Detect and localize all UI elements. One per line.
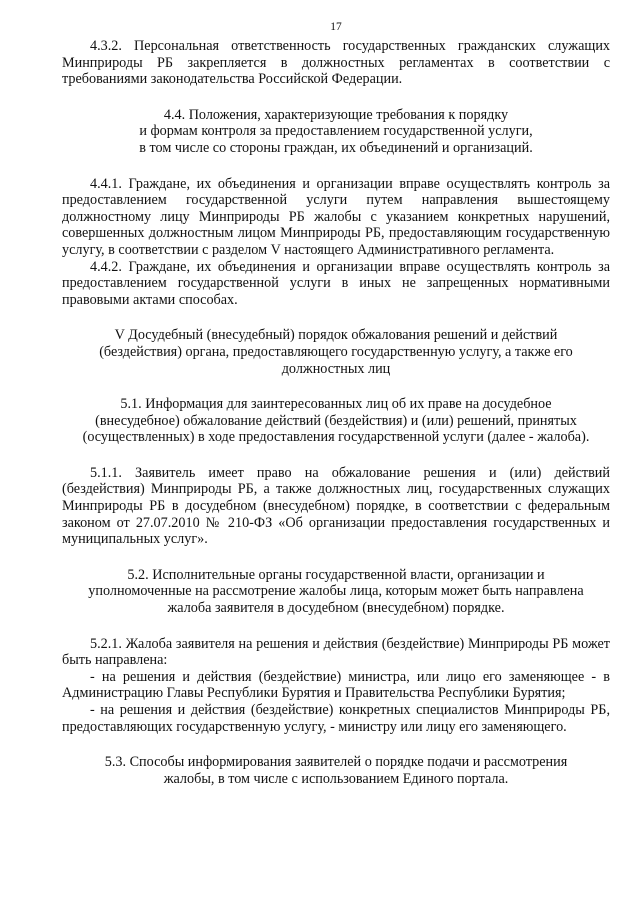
document-page (62, 0, 610, 905)
heading-line: 5.2. Исполнительные органы государственной власти, организации и (127, 566, 545, 583)
heading-line: (бездействия) органа, предоставляющего государственную услугу, а также его (99, 343, 573, 360)
heading-line: 5.1. Информация для заинтересованных лиц об их праве на досудебное (120, 396, 552, 413)
heading-line: 5.3. Способы информирования заявителей о порядке подачи и рассмотрения (104, 754, 568, 771)
heading-line: должностных лиц (281, 360, 391, 377)
document-body (62, 38, 610, 787)
list-item-specialists: - на решения и действия (бездействие) конкретных специалистов Минприроды РБ, предоставляющих государственную услугу, - министру или лицу его заменяющего. (62, 702, 610, 735)
heading-5-3 (62, 754, 610, 787)
heading-line: V Досудебный (внесудебный) порядок обжалования решений и действий (114, 327, 558, 344)
list-item-minister: - на решения и действия (бездействие) министра, или лицо его заменяющее - в Администрацию Главы Республики Бурятия и Правительства Республики Бурятия; (62, 668, 610, 702)
heading-line: жалобы, в том числе с использованием Единого портала. (163, 770, 509, 787)
heading-line: в том числе со стороны граждан, их объединений и организаций. (139, 139, 533, 156)
section-v-heading (62, 327, 610, 377)
page-number: 17 (330, 21, 342, 33)
paragraph-5-1-1: 5.1.1. Заявитель имеет право на обжалование решения и (или) действий (бездействия) Минприроды РБ, а также должностных лиц, государственных служащих Минприроды РБ в досудебном (внесудебном) порядке, в соответствии с федеральным законом от 27.07.2010 № 210-ФЗ «Об организации предоставления государственных и муниципальных услуг». (62, 464, 610, 548)
heading-line: и формам контроля за предоставлением государственной услуги, (139, 123, 533, 140)
heading-5-1 (62, 396, 610, 446)
paragraph-4-3-2: 4.3.2. Персональная ответственность государственных гражданских служащих Минприроды РБ закрепляется в должностных регламентах в соответствии с требованиями законодательства Российской Федерации. (62, 38, 610, 88)
paragraph-5-2-1: 5.2.1. Жалоба заявителя на решения и действия (бездействие) Минприроды РБ может быть направлена: (62, 635, 610, 669)
paragraph-4-4-1: 4.4.1. Граждане, их объединения и организации вправе осуществлять контроль за предоставлением государственной услуги путем направления вышестоящему должностному лицу Минприроды РБ жалобы с указанием конкретных нарушений, совершенных должностным лицом Минприроды РБ, предоставляющим государственную услугу, в соответствии с разделом V настоящего Административного регламента. (62, 175, 610, 258)
heading-line: (внесудебное) обжалование действий (бездействия) и (или) решений, принятых (95, 412, 577, 429)
heading-4-4 (62, 107, 610, 157)
heading-5-2 (62, 567, 610, 617)
heading-line: (осуществленных) в ходе предоставления государственной услуги (далее - жалоба). (82, 429, 590, 446)
heading-line: 4.4. Положения, характеризующие требования к порядку (163, 106, 509, 123)
heading-line: жалоба заявителя в досудебном (внесудебном) порядке. (167, 600, 505, 617)
paragraph-4-4-2: 4.4.2. Граждане, их объединения и организации вправе осуществлять контроль за предоставлением государственной услуги в иных не запрещенных нормативными правовыми актами способах. (62, 258, 610, 308)
heading-line: уполномоченные на рассмотрение жалобы лица, которым может быть направлена (88, 583, 584, 600)
